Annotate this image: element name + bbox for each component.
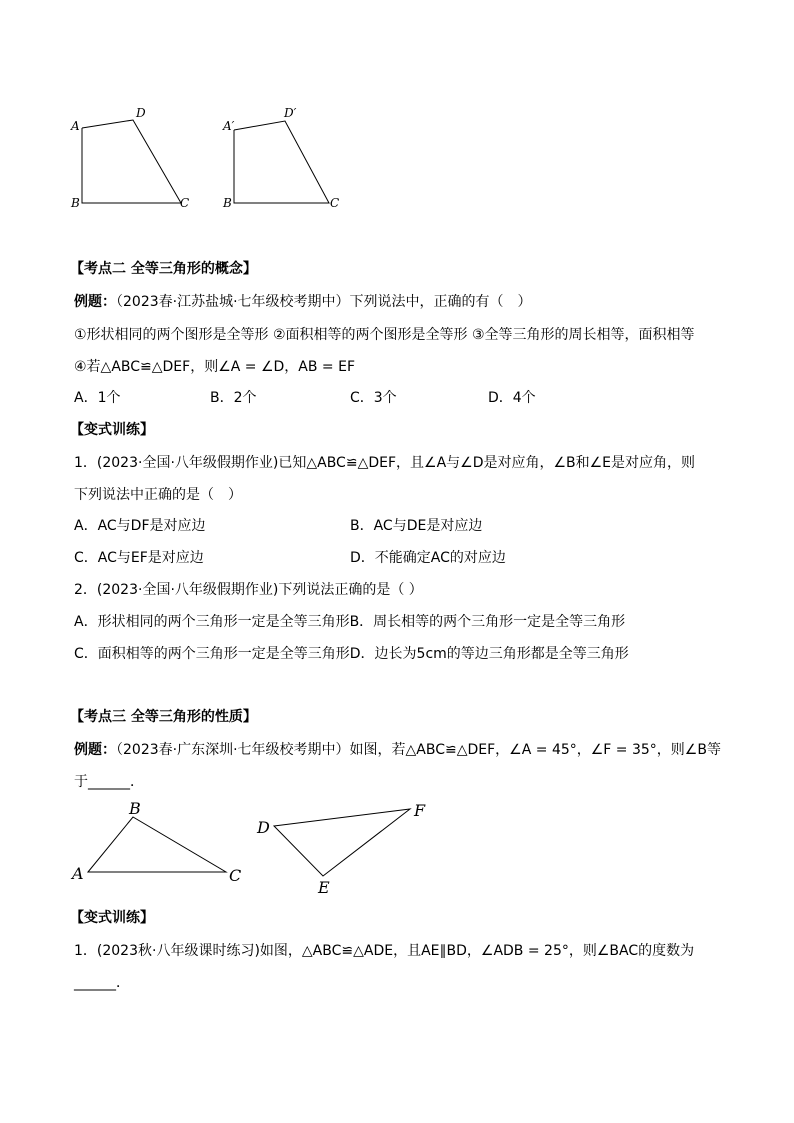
example-label: 例题： [74,294,116,310]
example-text-2: （2023春·广东深圳·七年级校考期中）如图，若△ABC≌△DEF，∠A = 45°，∠F = 35°，则∠B等 [116,742,721,758]
q2-options-cd: C．面积相等的两个三角形一定是全等三角形D．边长为5cm的等边三角形都是全等三角形 [74,646,629,662]
label-left-C: C [180,196,190,210]
q1-option-a: A．AC与DF是对应边 [74,518,206,534]
variant-training-title-2: 【变式训练】 [70,910,154,926]
q1-option-b: B．AC与DE是对应边 [350,518,483,534]
label-tri-B: B [129,799,141,818]
q1-option-c: C．AC与EF是对应边 [74,550,204,566]
label-left-B: B [71,196,80,210]
q3-line-1: 1．(2023秋·八年级课时练习)如图，△ABC≌△ADE，且AE∥BD，∠ADB = 25°，则∠BAC的度数为 [74,943,695,959]
section-title-properties: 【考点三 全等三角形的性质】 [70,709,257,725]
q1-line-2: 下列说法中正确的是（ ） [74,487,242,503]
statements-line-1: ①形状相同的两个图形是全等形 ②面积相等的两个图形是全等形 ③全等三角形的周长相等，面积相等 [74,327,695,343]
q1-line-1: 1．(2023·全国·八年级假期作业)已知△ABC≌△DEF，且∠A与∠D是对应角，∠B和∠E是对应角，则 [74,455,696,471]
option-c: C．3个 [350,390,397,406]
example-line-2: 于______． [74,774,144,790]
label-right-D: D′ [284,106,297,120]
variant-training-title: 【变式训练】 [70,422,154,438]
example-label-2: 例题： [74,742,116,758]
label-right-B: B [223,196,232,210]
example-text: （2023春·江苏盐城·七年级校考期中）下列说法中，正确的有（ ） [116,294,532,310]
q3-line-2: ______． [74,975,130,991]
label-left-A: A [71,119,80,133]
label-tri-D: D [257,818,270,837]
label-tri-C: C [229,866,242,885]
label-tri-F: F [414,801,426,820]
label-right-C: C [330,196,340,210]
label-right-A: A′ [223,119,235,133]
q2-line-1: 2．(2023·全国·八年级假期作业)下列说法正确的是（ ） [74,582,423,598]
section-title-concept: 【考点二 全等三角形的概念】 [70,261,257,277]
option-a: A．1个 [74,390,121,406]
label-tri-E: E [318,878,330,897]
option-b: B．2个 [210,390,257,406]
q2-options-ab: A．形状相同的两个三角形一定是全等三角形B．周长相等的两个三角形一定是全等三角形 [74,614,626,630]
option-d: D．4个 [488,390,536,406]
label-left-D: D [136,106,146,120]
statements-line-2: ④若△ABC≌△DEF，则∠A = ∠D，AB = EF [74,359,356,375]
q1-option-d: D．不能确定AC的对应边 [350,550,506,566]
label-tri-A: A [72,864,84,883]
